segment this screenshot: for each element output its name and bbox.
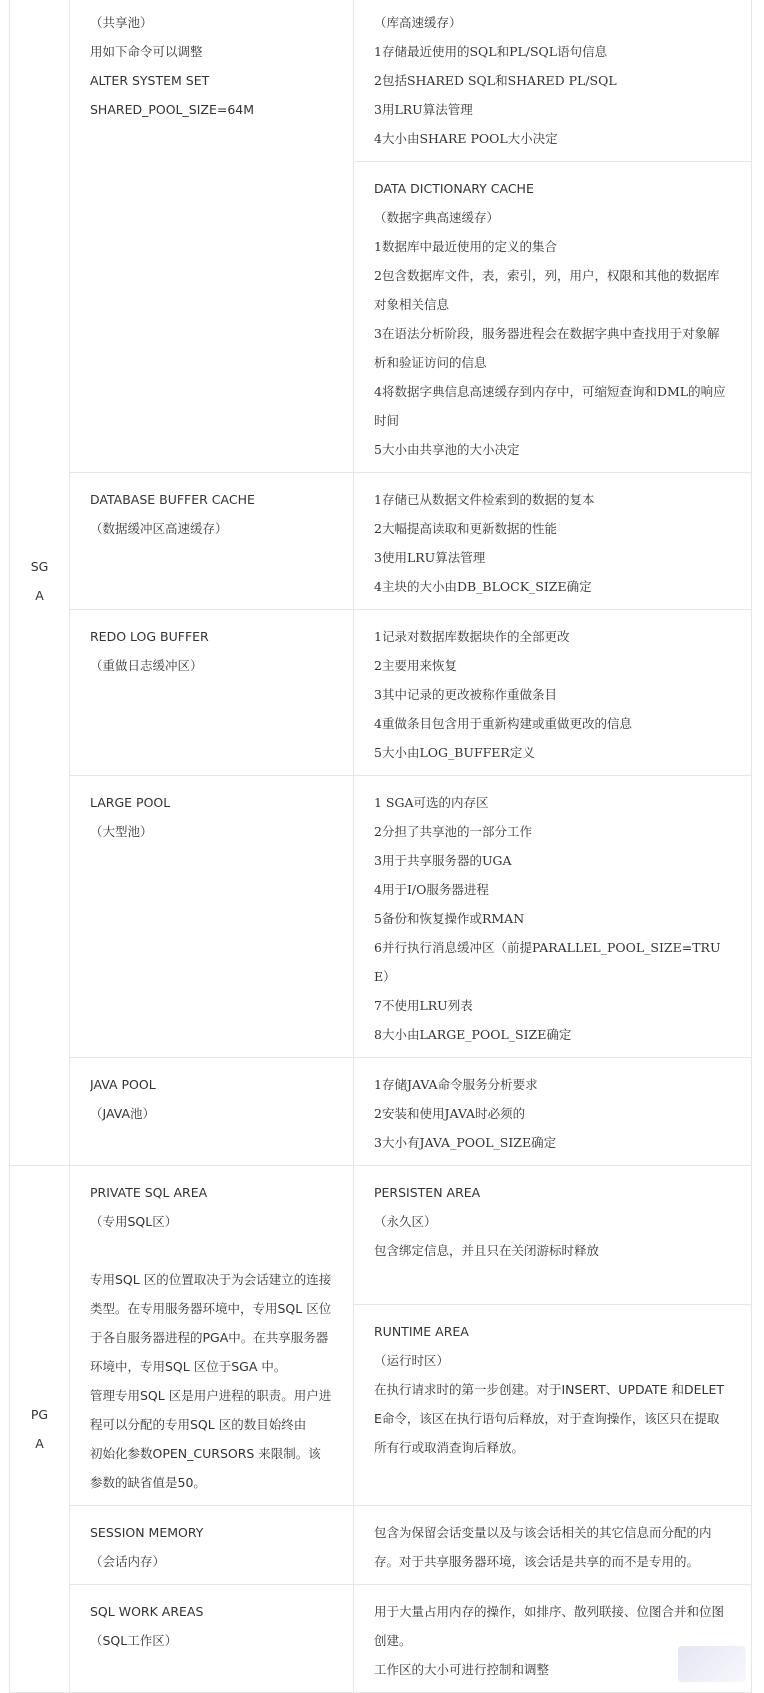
- session-memory-cell: [70, 1506, 354, 1585]
- buffer-cache-item: 4主块的大小由DB_BLOCK_SIZE确定: [374, 579, 592, 594]
- runtime-area-cell: [354, 1305, 752, 1506]
- watermark-logo: [678, 1646, 746, 1682]
- data-dictionary-item: 1数据库中最近使用的定义的集合: [374, 239, 557, 254]
- large-pool-item: 6并行执行消息缓冲区（前提PARALLEL_POOL_SIZE=TRUE）: [374, 940, 721, 984]
- redo-log-subtitle: （重做日志缓冲区）: [90, 658, 203, 673]
- large-pool-cell: [70, 776, 354, 1058]
- pga-label: PG A: [30, 1407, 49, 1451]
- large-pool-details: [354, 776, 752, 1058]
- buffer-cache-subtitle: （数据缓冲区高速缓存）: [90, 521, 228, 536]
- buffer-cache-title: DATABASE BUFFER CACHE: [90, 492, 255, 507]
- sga-label: SG A: [30, 558, 49, 603]
- buffer-cache-item: 2大幅提高读取和更新数据的性能: [374, 521, 557, 536]
- private-sql-paragraph: 管理专用SQL 区是用户进程的职责。用户进程可以分配的专用SQL 区的数目始终由: [90, 1388, 332, 1432]
- buffer-cache-cell: [70, 473, 354, 610]
- library-cache-item: 2包括SHARED SQL和SHARED PL/SQL: [374, 73, 617, 88]
- library-cache-item: 3用LRU算法管理: [374, 102, 473, 117]
- redo-log-item: 3其中记录的更改被称作重做条目: [374, 687, 557, 702]
- runtime-area-subtitle: （运行时区）: [374, 1353, 450, 1368]
- java-pool-subtitle: （JAVA池）: [90, 1106, 156, 1121]
- java-pool-cell: [70, 1058, 354, 1166]
- persistent-area-title: PERSISTEN AREA: [374, 1185, 481, 1200]
- buffer-cache-details: [354, 473, 752, 610]
- persistent-area-text: 包含绑定信息，并且只在关闭游标时释放: [374, 1243, 600, 1258]
- session-memory-text: 包含为保留会话变量以及与该会话相关的其它信息而分配的内存。对于共享服务器环境，该会话是共享的而不是专用的。: [374, 1525, 712, 1569]
- session-memory-title: SESSION MEMORY: [90, 1525, 204, 1540]
- large-pool-title: LARGE POOL: [90, 795, 171, 810]
- data-dictionary-cell: [354, 162, 752, 473]
- java-pool-item: 3大小有JAVA_POOL_SIZE确定: [374, 1135, 557, 1150]
- large-pool-item: 1 SGA可选的内存区: [374, 795, 489, 810]
- library-cache-cell: [354, 0, 752, 162]
- buffer-cache-item: 1存储已从数据文件检索到的数据的复本: [374, 492, 595, 507]
- memory-structure-table: [9, 0, 752, 1693]
- data-dictionary-subtitle: （数据字典高速缓存）: [374, 210, 500, 225]
- data-dictionary-item: 4将数据字典信息高速缓存到内存中，可缩短查询和DML的响应时间: [374, 384, 726, 428]
- shared-pool-command-value: SHARED_POOL_SIZE=64M: [90, 102, 255, 117]
- redo-log-cell: [70, 610, 354, 776]
- data-dictionary-title: DATA DICTIONARY CACHE: [374, 181, 534, 196]
- persistent-area-subtitle: （永久区）: [374, 1214, 437, 1229]
- redo-log-item: 4重做条目包含用于重新构建或重做更改的信息: [374, 716, 632, 731]
- shared-pool-command: ALTER SYSTEM SET: [90, 73, 210, 88]
- sql-work-areas-subtitle: （SQL工作区）: [90, 1633, 178, 1648]
- library-cache-item: 4大小由SHARE POOL大小决定: [374, 131, 558, 146]
- redo-log-title: REDO LOG BUFFER: [90, 629, 209, 644]
- runtime-area-text: 在执行请求时的第一步创建。对于INSERT、UPDATE 和DELETE命令，该区在执行语句后释放，对于查询操作，该区只在提取所有行或取消查询后释放。: [374, 1382, 724, 1455]
- private-sql-subtitle: （专用SQL区）: [90, 1214, 178, 1229]
- redo-log-item: 2主要用来恢复: [374, 658, 457, 673]
- java-pool-details: [354, 1058, 752, 1166]
- java-pool-item: 2安装和使用JAVA时必须的: [374, 1106, 526, 1121]
- library-cache-item: 1存储最近使用的SQL和PL/SQL语句信息: [374, 44, 608, 59]
- sga-label-cell: [10, 0, 70, 1166]
- large-pool-subtitle: （大型池）: [90, 824, 153, 839]
- session-memory-subtitle: （会话内存）: [90, 1554, 166, 1569]
- private-sql-cell: [70, 1166, 354, 1506]
- data-dictionary-item: 5大小由共享池的大小决定: [374, 442, 520, 457]
- java-pool-title: JAVA POOL: [90, 1077, 156, 1092]
- large-pool-item: 3用于共享服务器的UGA: [374, 853, 512, 868]
- private-sql-paragraph: 初始化参数OPEN_CURSORS 来限制。该参数的缺省值是50。: [90, 1446, 321, 1490]
- buffer-cache-item: 3使用LRU算法管理: [374, 550, 486, 565]
- library-cache-subtitle: （库高速缓存）: [374, 15, 462, 30]
- redo-log-item: 5大小由LOG_BUFFER定义: [374, 745, 535, 760]
- private-sql-paragraph: 专用SQL 区的位置取决于为会话建立的连接类型。在专用服务器环境中，专用SQL 区位于各自服务器进程的PGA中。在共享服务器环境中，专用SQL 区位于SGA 中。: [90, 1272, 332, 1374]
- large-pool-item: 5备份和恢复操作或RMAN: [374, 911, 525, 926]
- data-dictionary-item: 2包含数据库文件，表，索引，列，用户，权限和其他的数据库对象相关信息: [374, 268, 720, 312]
- java-pool-item: 1存储JAVA命令服务分析要求: [374, 1077, 538, 1092]
- session-memory-details: [354, 1506, 752, 1585]
- pga-label-cell: [10, 1166, 70, 1693]
- redo-log-details: [354, 610, 752, 776]
- shared-pool-note: 用如下命令可以调整: [90, 44, 203, 59]
- shared-pool-subtitle: （共享池）: [90, 15, 153, 30]
- large-pool-item: 7不使用LRU列表: [374, 998, 473, 1013]
- persistent-area-cell: [354, 1166, 752, 1305]
- shared-pool-cell: [70, 0, 354, 473]
- runtime-area-title: RUNTIME AREA: [374, 1324, 469, 1339]
- private-sql-title: PRIVATE SQL AREA: [90, 1185, 208, 1200]
- sql-work-areas-text: 用于大量占用内存的操作，如排序、散列联接、位图合并和位图创建。: [374, 1604, 725, 1648]
- large-pool-item: 4用于I/O服务器进程: [374, 882, 489, 897]
- data-dictionary-item: 3在语法分析阶段，服务器进程会在数据字典中查找用于对象解析和验证访问的信息: [374, 326, 720, 370]
- sql-work-areas-text: 工作区的大小可进行控制和调整: [374, 1662, 550, 1677]
- large-pool-item: 8大小由LARGE_POOL_SIZE确定: [374, 1027, 572, 1042]
- sql-work-areas-title: SQL WORK AREAS: [90, 1604, 204, 1619]
- sql-work-areas-cell: [70, 1585, 354, 1693]
- redo-log-item: 1记录对数据库数据块作的全部更改: [374, 629, 570, 644]
- large-pool-item: 2分担了共享池的一部分工作: [374, 824, 532, 839]
